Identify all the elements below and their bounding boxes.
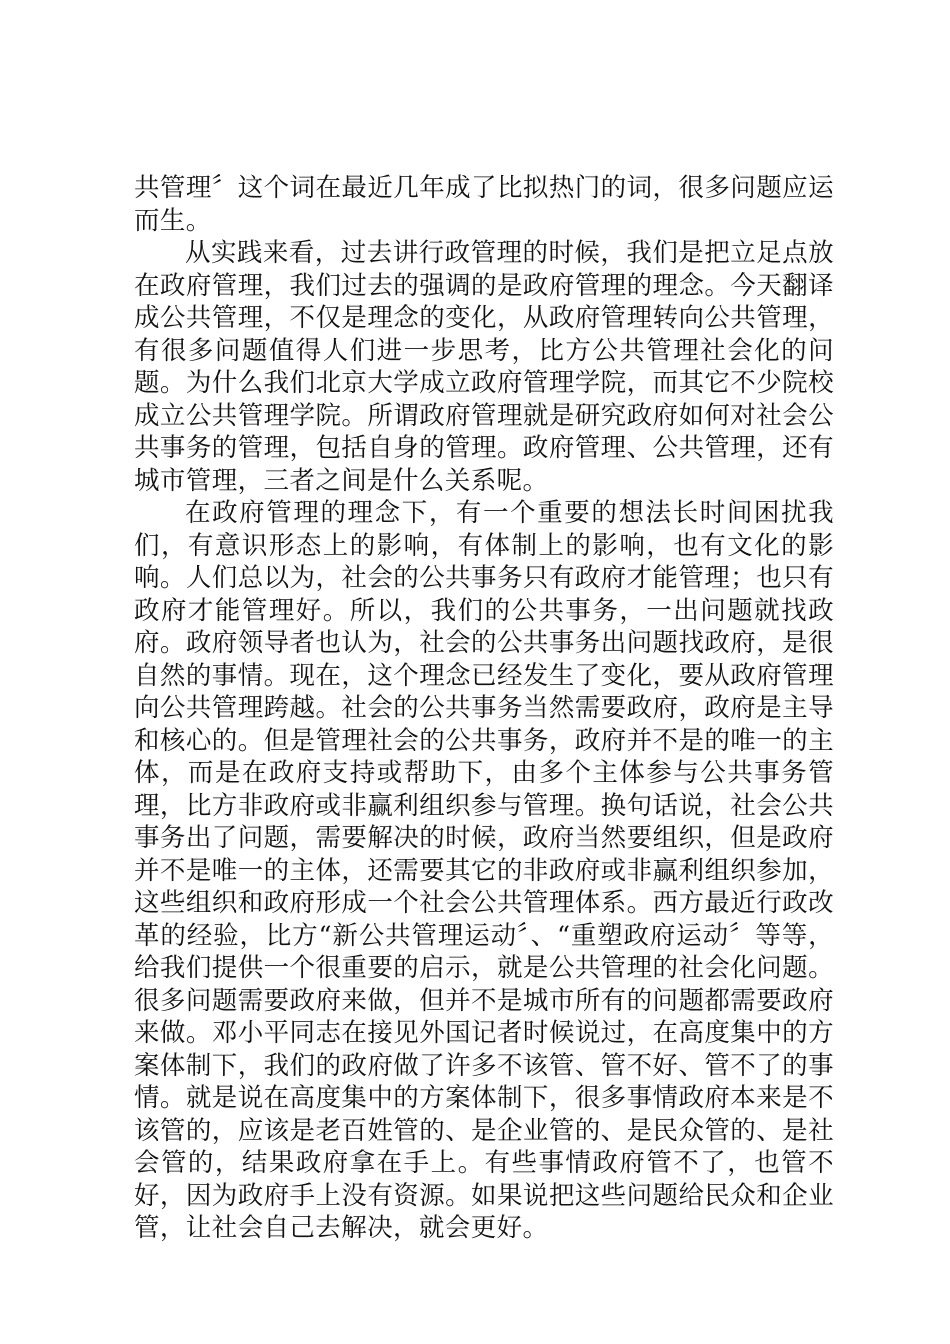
paragraph-continuation: 共管理〞这个词在最近几年成了比拟热门的词，很多问题应运而生。 <box>134 173 834 236</box>
document-body <box>134 172 834 1245</box>
paragraph-concept: 在政府管理的理念下，有一个重要的想法长时间困扰我们，有意识形态上的影响，有体制上的影响，也有文化的影响。人们总以为，社会的公共事务只有政府才能管理；也只有政府才能管理好。所以，我们的公共事务，一出问题就找政府。政府领导者也认为，社会的公共事务出问题找政府，是很自然的事情。现在，这个理念已经发生了变化，要从政府管理向公共管理跨越。社会的公共事务当然需要政府，政府是主导和核心的。但是管理社会的公共事务，政府并不是的唯一的主体，而是在政府支持或帮助下，由多个主体参与公共事务管理，比方非政府或非赢利组织参与管理。换句话说，社会公共事务出了问题，需要解决的时候，政府当然要组织，但是政府并不是唯一的主体，还需要其它的非政府或非赢利组织参加，这些组织和政府形成一个社会公共管理体系。西方最近行政改革的经验，比方“新公共管理运动〞、“重塑政府运动〞等等，给我们提供一个很重要的启示，就是公共管理的社会化问题。很多问题需要政府来做，但并不是城市所有的问题都需要政府来做。邓小平同志在接见外国记者时候说过，在高度集中的方案体制下，我们的政府做了许多不该管、管不好、管不了的事情。就是说在高度集中的方案体制下，很多事情政府本来是不该管的，应该是老百姓管的、是企业管的、是民众管的、是社会管的，结果政府拿在手上。有些事情政府管不了，也管不好，因为政府手上没有资源。如果说把这些问题给民众和企业管，让社会自己去解决，就会更好。 <box>134 498 834 1243</box>
paragraph-practice: 从实践来看，过去讲行政管理的时候，我们是把立足点放在政府管理，我们过去的强调的是政府管理的理念。今天翻译成公共管理，不仅是理念的变化，从政府管理转向公共管理，有很多问题值得人们进一步思考，比方公共管理社会化的问题。为什么我们北京大学成立政府管理学院，而其它不少院校成立公共管理学院。所谓政府管理就是研究政府如何对社会公共事务的管理，包括自身的管理。政府管理、公共管理，还有城市管理，三者之间是什么关系呢。 <box>134 238 834 496</box>
